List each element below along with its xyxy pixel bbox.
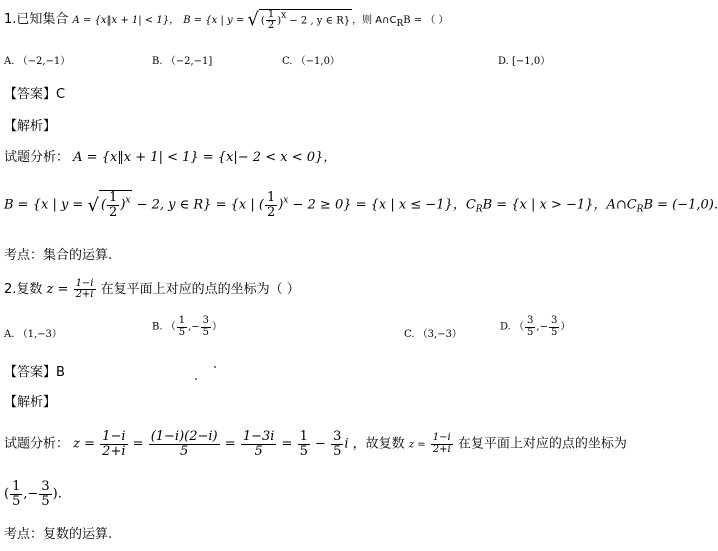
q2-analysis-line: 试题分析： z = $\frac{1-i}{2+i}$ = $\frac{(1-i)(2-i)}{5}$ = $\frac{1-3i}{5}$ = $\frac{1}{5}$ − $\frac{3}{5}$ i ，故复数 z = $\frac{1-i}{2+i}$ 在复平面上对应的点的坐标为 <box>4 429 627 459</box>
q2-option-d: D. （ $\frac{3}{5}$ ,− $\frac{3}{5}$ ） <box>500 315 571 338</box>
q1-option-d: D. [−1,0） <box>498 56 551 67</box>
q2-option-a: A. （1,−3） <box>4 329 62 340</box>
sqrt-icon: √ <box>247 9 259 30</box>
q1-analysis-head: 【解析】 <box>4 119 57 134</box>
q1-option-c: C. （−1,0） <box>282 56 340 67</box>
q2-option-b: B. （ $\frac{1}{5}$ ,− $\frac{3}{5}$ ） <box>152 315 223 338</box>
q1-option-a: A. （−2,−1） <box>4 56 71 67</box>
q1-analysis-line2: B = {x | y = √ ( $\frac{1}{2}$ )$^x$ − 2, y ∈ R} = {x | ( $\frac{1}{2}$ )$^x$ − 2 ≥ 0} = {x | x ≤ −1}，$C_RB = \{x$ | x > −1}，$A\cap C_RB = (-1,0)$. <box>4 190 718 220</box>
q1-option-b: B. （−2,−1] <box>152 56 213 67</box>
q2-knowledge: 考点：复数的运算. <box>4 527 113 542</box>
sqrt-icon: √ <box>87 194 99 216</box>
q1-knowledge: 考点：集合的运算. <box>4 248 113 263</box>
q2-answer: 【答案】B <box>4 365 65 380</box>
q2-stem: 2.复数 z = $\frac{1-i}{2+i}$ 在复平面上对应的点的坐标为（ ） <box>4 277 300 300</box>
stray-dot <box>214 366 216 368</box>
q2-option-c: C. （3,−3） <box>404 329 462 340</box>
stray-dot <box>195 378 197 380</box>
q1-analysis-line1: 试题分析： A = {x‖x + 1| < 1} = {x|− 2 < x < 0}， <box>4 150 337 165</box>
q1-stem: 1.已知集合 A = {x‖x + 1| < 1}， B = {x | y = √ ( $\frac{1}{2}$ )x − 2 , y ∈ R} ，则 $A\cap C_RB$ = （ ） <box>4 8 449 31</box>
q2-point: ( $\frac{1}{5}$ ,− $\frac{3}{5}$ ). <box>4 479 62 509</box>
q1-answer: 【答案】C <box>4 87 66 102</box>
q2-analysis-head: 【解析】 <box>4 395 57 410</box>
